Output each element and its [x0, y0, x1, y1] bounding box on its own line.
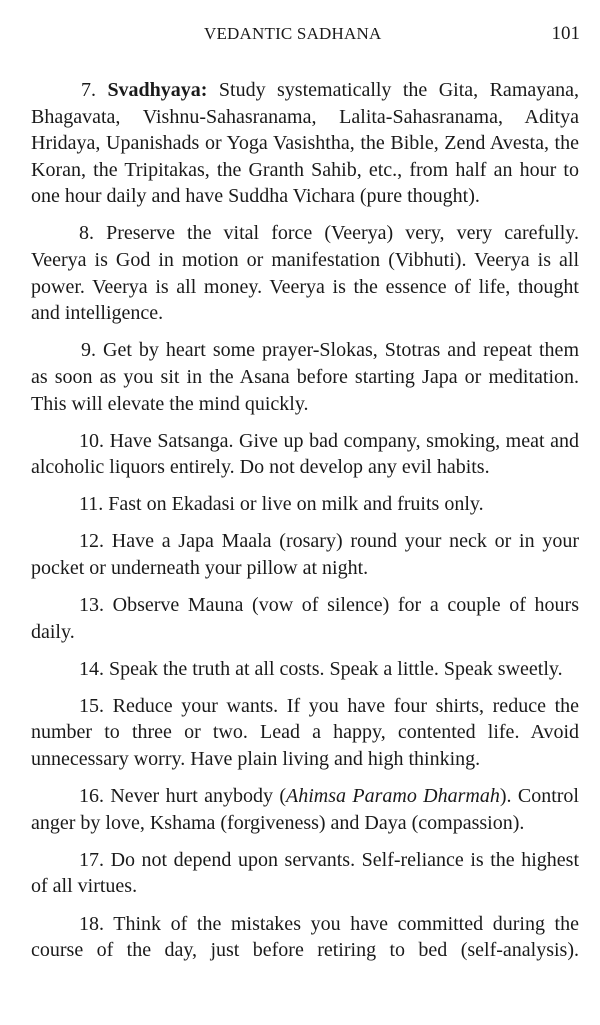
list-item-18 [31, 911, 579, 964]
list-item-8 [31, 220, 579, 326]
list-item-14 [31, 656, 579, 683]
item-text: Have Satsanga. Give up bad company, smoking, meat and alcoholic liquors entirely. Do not develop any evil habits. [31, 429, 579, 479]
item-text: Preserve the vital force (Veerya) very, very carefully. Veerya is God in motion or manifestation (Vibhuti). Veerya is all power. Veerya is all money. Veerya is the essence of life, thought and intelligence. [31, 222, 579, 325]
item-number: 11. [79, 493, 104, 516]
item-number: 7. [81, 79, 96, 101]
running-title: VEDANTIC SADHANA [204, 24, 382, 43]
item-number: 15. [79, 694, 104, 717]
page-body [31, 77, 579, 974]
list-item-7 [31, 77, 579, 210]
item-number: 12. [79, 530, 104, 553]
item-text: Reduce your wants. If you have four shirts, reduce the number to three or two. Lead a happy, contented life. Avoid unnecessary worry. Have plain living and high thinking. [31, 694, 579, 771]
item-text: Get by heart some prayer-Slokas, Stotras and repeat them as soon as you sit in the Asana before starting Japa or meditation. This will elevate the mind quickly. [31, 339, 579, 415]
item-number: 17. [79, 848, 104, 871]
item-text: Fast on Ekadasi or live on milk and fruits only. [108, 493, 484, 516]
list-item-10 [31, 428, 579, 481]
item-number: 16. [79, 785, 104, 808]
item-term: Svadhyaya: [107, 79, 208, 101]
item-number: 18. [79, 912, 104, 935]
item-number: 9. [81, 339, 96, 362]
item-text: Have a Japa Maala (rosary) round your neck or in your pocket or underneath your pillow at night. [31, 530, 579, 579]
list-item-13 [31, 592, 579, 645]
list-item-15 [31, 693, 579, 773]
item-text: Speak the truth at all costs. Speak a little. Speak sweetly. [109, 657, 563, 680]
item-text: Think of the mistakes you have committed during the course of the day, just before retiring to bed (self-analysis). [31, 912, 579, 962]
page-header [0, 24, 600, 48]
item-number: 14. [79, 657, 104, 680]
page-number: 101 [551, 23, 580, 44]
item-text: Observe Mauna (vow of silence) for a couple of hours daily. [31, 594, 579, 643]
item-text-after: ). Control anger by love, Kshama (forgiveness) and Daya (compassion). [31, 785, 579, 834]
item-text-italic: Ahimsa Paramo Dharmah [286, 785, 500, 808]
list-item-17 [31, 847, 579, 900]
item-text: Do not depend upon servants. Self-reliance is the highest of all virtues. [31, 848, 580, 898]
item-number: 10. [79, 429, 104, 452]
list-item-12 [31, 528, 579, 581]
item-text: Study systematically the Gita, Ramayana, Bhagavata, Vishnu-Sahasranama, Lalita-Sahasranama, Aditya Hridaya, Upanishads or Yoga Vasishtha, the Bible, Zend Avesta, the Koran, the Tripitakas, the Granth Sahib, etc., from half an hour to one hour daily and have Suddha Vichara (pure thought). [31, 79, 580, 208]
list-item-11 [31, 491, 579, 518]
list-item-16 [31, 783, 579, 836]
item-number: 8. [79, 222, 94, 245]
item-text-before: Never hurt anybody ( [110, 785, 287, 808]
list-item-9 [31, 337, 579, 417]
item-number: 13. [79, 594, 104, 617]
